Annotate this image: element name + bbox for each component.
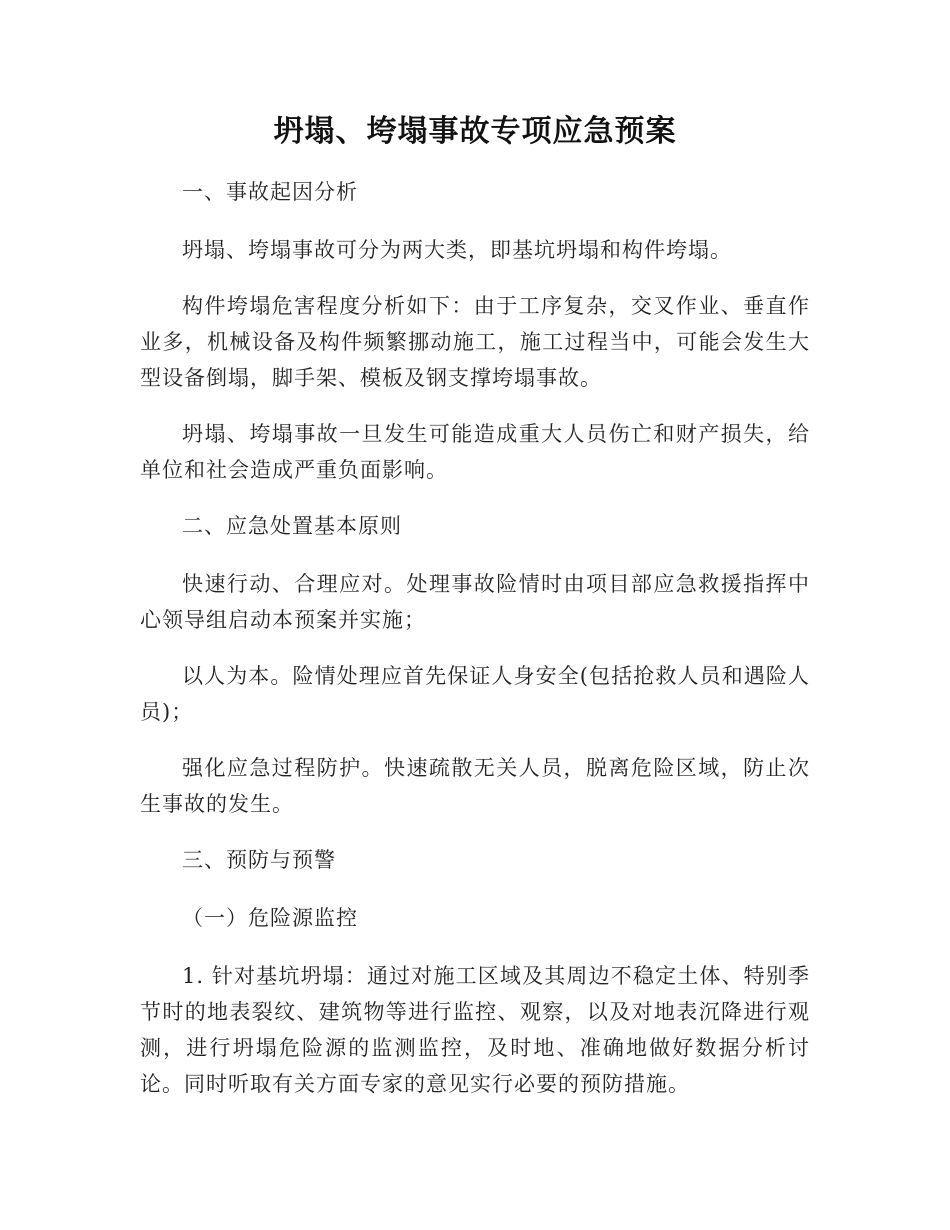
section-heading-1: 一、事故起因分析: [182, 180, 358, 204]
paragraph: 1. 针对基坑坍塌：通过对施工区域及其周边不稳定土体、特别季节时的地表裂纹、建筑物等进行监控、观察，以及对地表沉降进行观测，进行坍塌危险源的监测监控，及时地、准确地做好数据分析讨论。同时听取有关方面专家的意见实行必要的预防措施。: [140, 964, 810, 1096]
paragraph: 构件垮塌危害程度分析如下：由于工序复杂，交叉作业、垂直作业多，机械设备及构件频繁挪动施工，施工过程当中，可能会发生大型设备倒塌，脚手架、模板及钢支撑垮塌事故。: [140, 294, 810, 390]
paragraph: 强化应急过程防护。快速疏散无关人员，脱离危险区域，防止次生事故的发生。: [140, 756, 810, 816]
paragraph: 坍塌、垮塌事故一旦发生可能造成重大人员伤亡和财产损失，给单位和社会造成严重负面影响。: [140, 422, 810, 482]
subsection-heading: （一）危险源监控: [182, 906, 358, 930]
section-heading-2: 二、应急处置基本原则: [182, 514, 402, 538]
document-title: 坍塌、垮塌事故专项应急预案: [273, 114, 677, 149]
paragraph: 坍塌、垮塌事故可分为两大类，即基坑坍塌和构件垮塌。: [182, 238, 732, 262]
paragraph: 快速行动、合理应对。处理事故险情时由项目部应急救援指挥中心领导组启动本预案并实施；: [140, 572, 810, 632]
paragraph: 以人为本。险情处理应首先保证人身安全(包括抢救人员和遇险人员)；: [140, 664, 810, 724]
section-heading-3: 三、预防与预警: [182, 848, 336, 872]
